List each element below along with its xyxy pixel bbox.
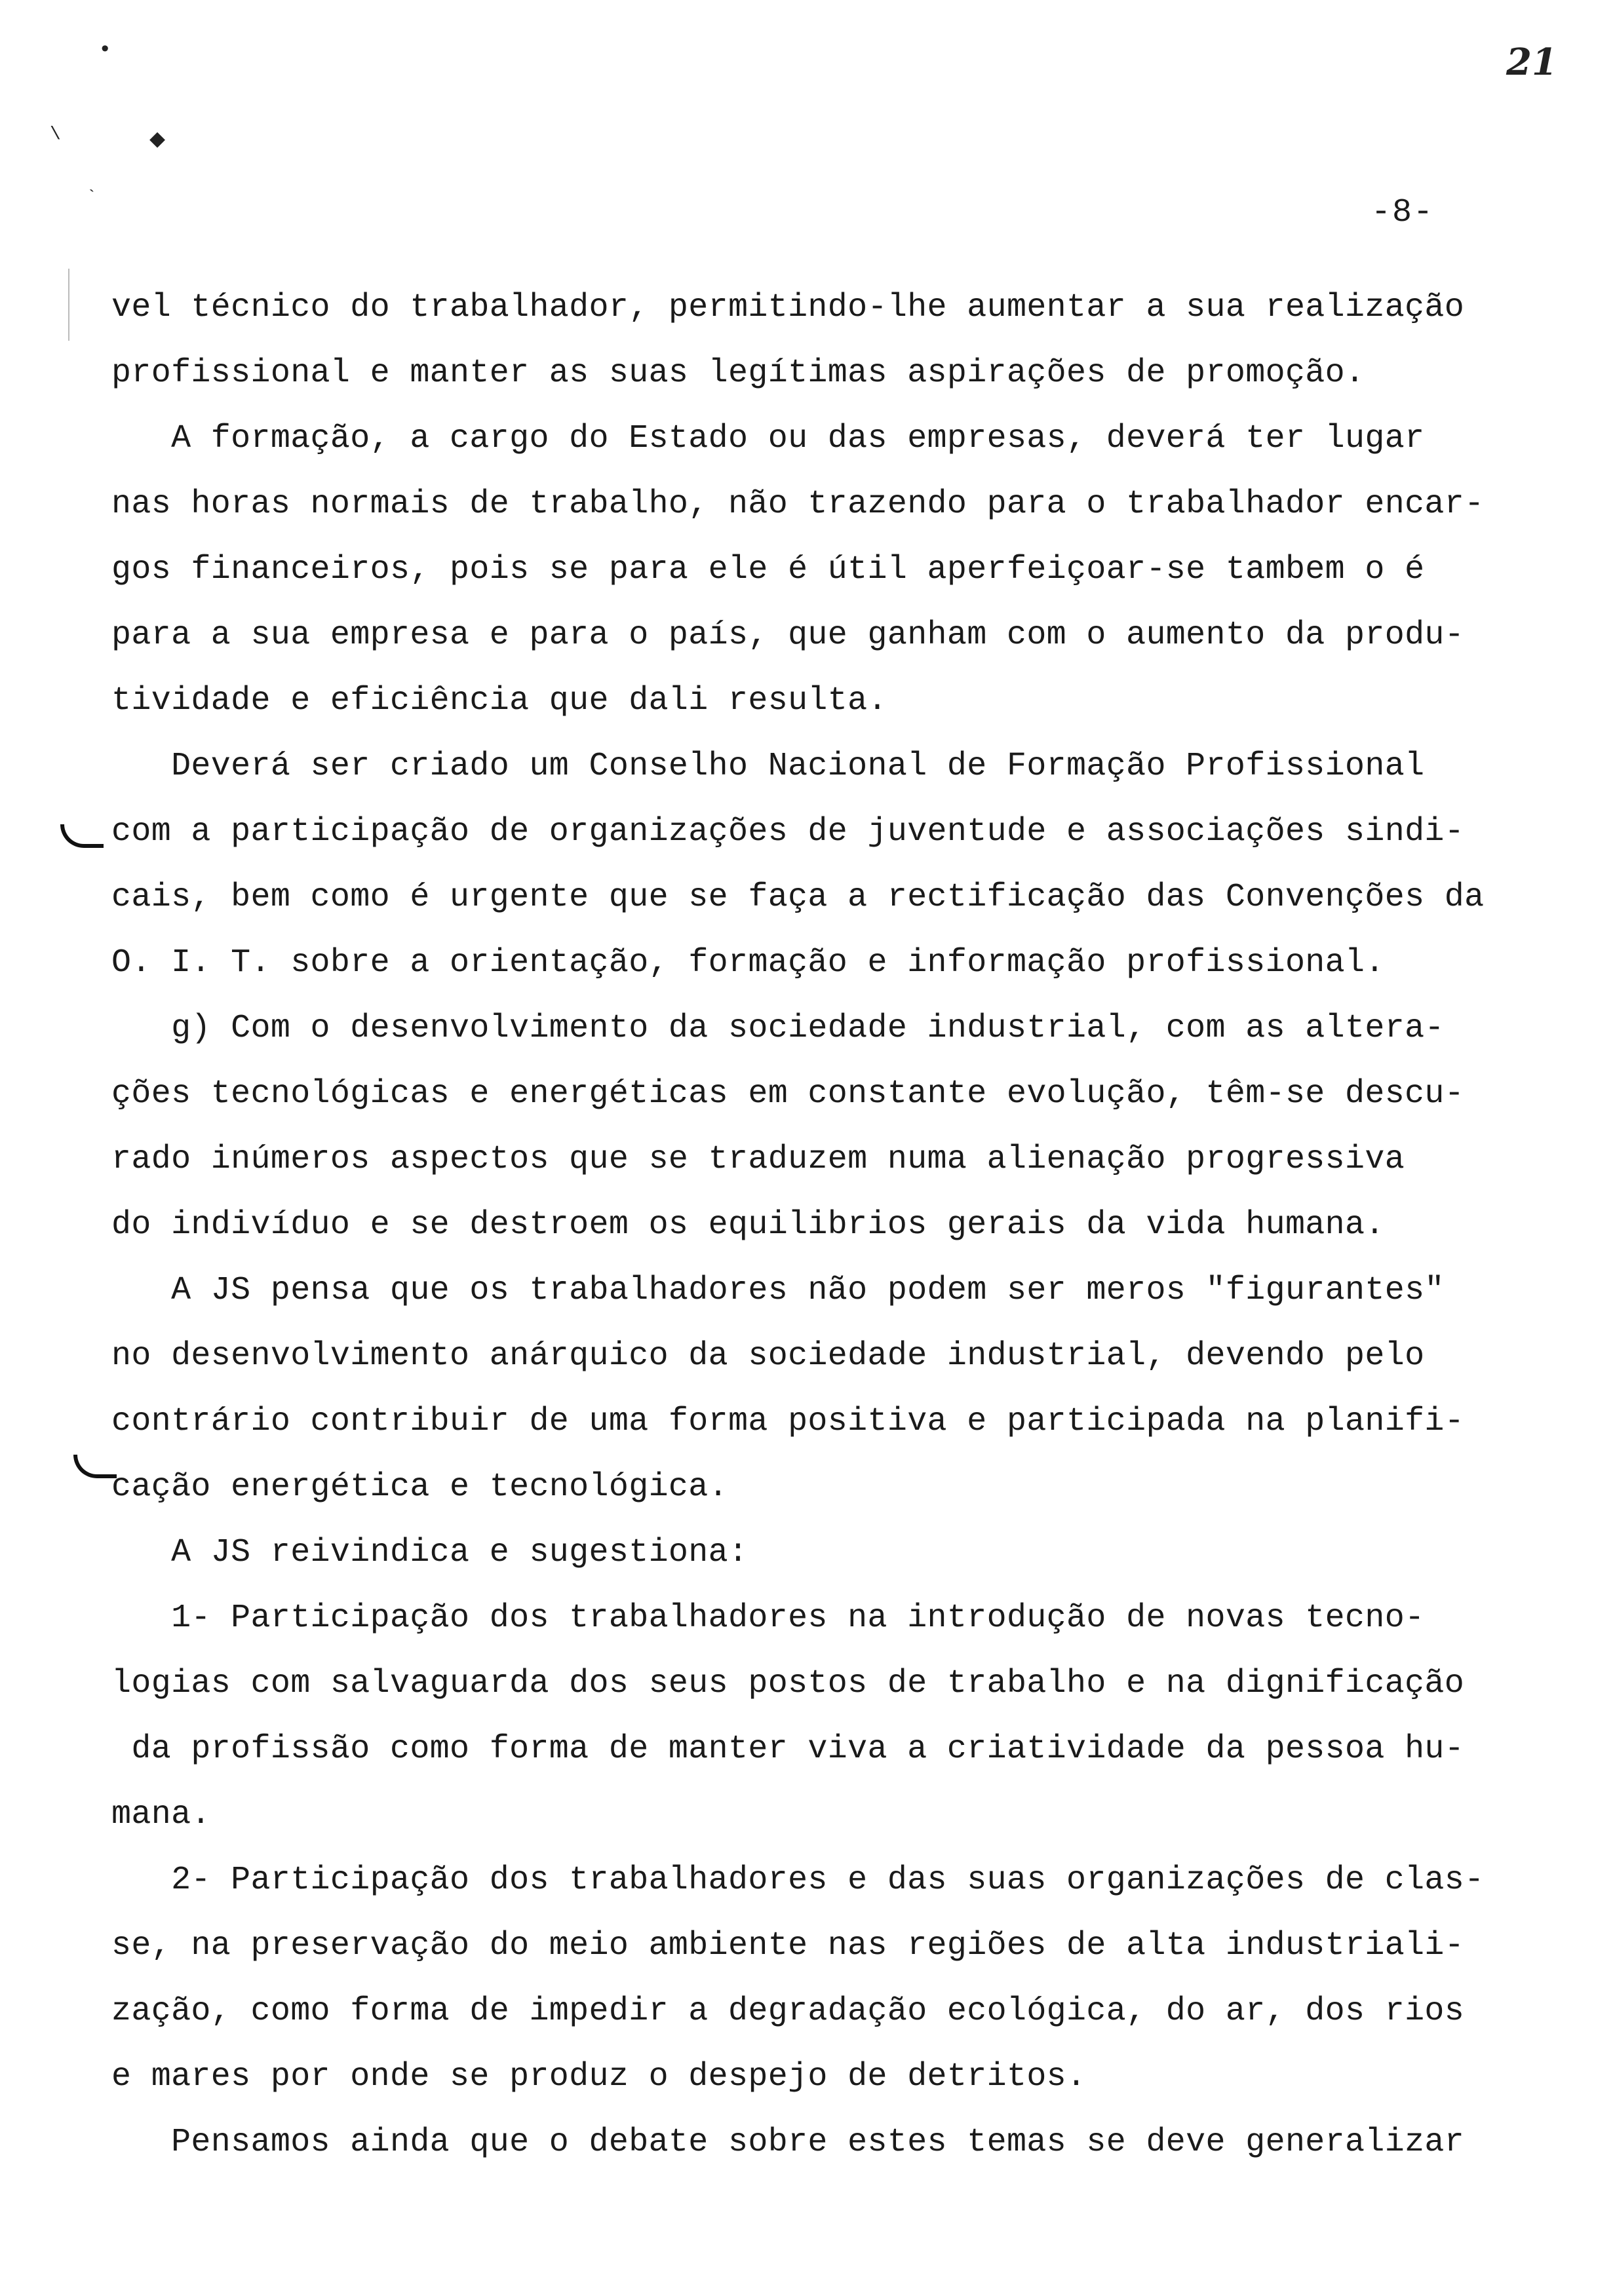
text-line: ções tecnológicas e energéticas em constante evolução, têm-se descu- [111,1075,1465,1113]
text-line: 2- Participação dos trabalhadores e das suas organizações de clas- [111,1862,1485,1899]
text-line: vel técnico do trabalhador, permitindo-lhe aumentar a sua realização [111,289,1465,326]
text-line: zação, como forma de impedir a degradação ecológica, do ar, dos rios [111,1993,1465,2030]
margin-slash-mark: \ [50,124,61,145]
text-line: para a sua empresa e para o país, que ganham com o aumento da produ- [111,617,1465,654]
text-line: Deverá ser criado um Conselho Nacional de Formação Profissional [111,748,1425,785]
text-line: Pensamos ainda que o debate sobre estes temas se deve generalizar [111,2124,1465,2161]
text-line: A formação, a cargo do Estado ou das empresas, deverá ter lugar [111,420,1425,457]
text-line: cação energética e tecnológica. [111,1468,729,1506]
text-line: e mares por onde se produz o despejo de detritos. [111,2058,1087,2095]
text-line: g) Com o desenvolvimento da sociedade industrial, com as altera- [111,1010,1445,1047]
margin-rule [68,269,69,341]
margin-bracket-mark-icon [60,824,104,848]
text-line: profissional e manter as suas legítimas aspirações de promoção. [111,354,1365,392]
text-line: A JS reivindica e sugestiona: [111,1534,749,1571]
page-number: -8- [1371,194,1435,231]
text-line: no desenvolvimento anárquico da sociedade industrial, devendo pelo [111,1337,1425,1375]
text-line: contrário contribuir de uma forma positiva e participada na planifi- [111,1403,1465,1440]
text-line: gos financeiros, pois se para ele é útil aperfeiçoar-se tambem o é [111,551,1425,588]
text-line: do indivíduo e se destroem os equilibrios gerais da vida humana. [111,1206,1385,1244]
text-line: nas horas normais de trabalho, não trazendo para o trabalhador encar- [111,486,1485,523]
text-line: logias com salvaguarda dos seus postos de trabalho e na dignificação [111,1665,1465,1702]
archive-page-number: 21 [1506,41,1557,84]
margin-bracket-mark-icon [73,1455,117,1478]
margin-tick-mark: ` [87,187,97,207]
text-line: da profissão como forma de manter viva a criatividade da pessoa hu- [111,1731,1465,1768]
text-line: tividade e eficiência que dali resulta. [111,682,887,719]
diamond-mark-icon: ◆ [149,126,166,155]
text-line: com a participação de organizações de juventude e associações sindi- [111,813,1465,851]
text-line: 1- Participação dos trabalhadores na introdução de novas tecno- [111,1599,1425,1637]
margin-dot-mark: • [98,38,112,63]
text-line: se, na preservação do meio ambiente nas regiões de alta industriali- [111,1927,1465,1964]
text-line: rado inúmeros aspectos que se traduzem numa alienação progressiva [111,1141,1405,1178]
text-line: O. I. T. sobre a orientação, formação e informação profissional. [111,944,1385,982]
text-line: A JS pensa que os trabalhadores não podem ser meros "figurantes" [111,1272,1445,1309]
text-line: mana. [111,1796,211,1833]
text-line: cais, bem como é urgente que se faça a rectificação das Convenções da [111,879,1485,916]
